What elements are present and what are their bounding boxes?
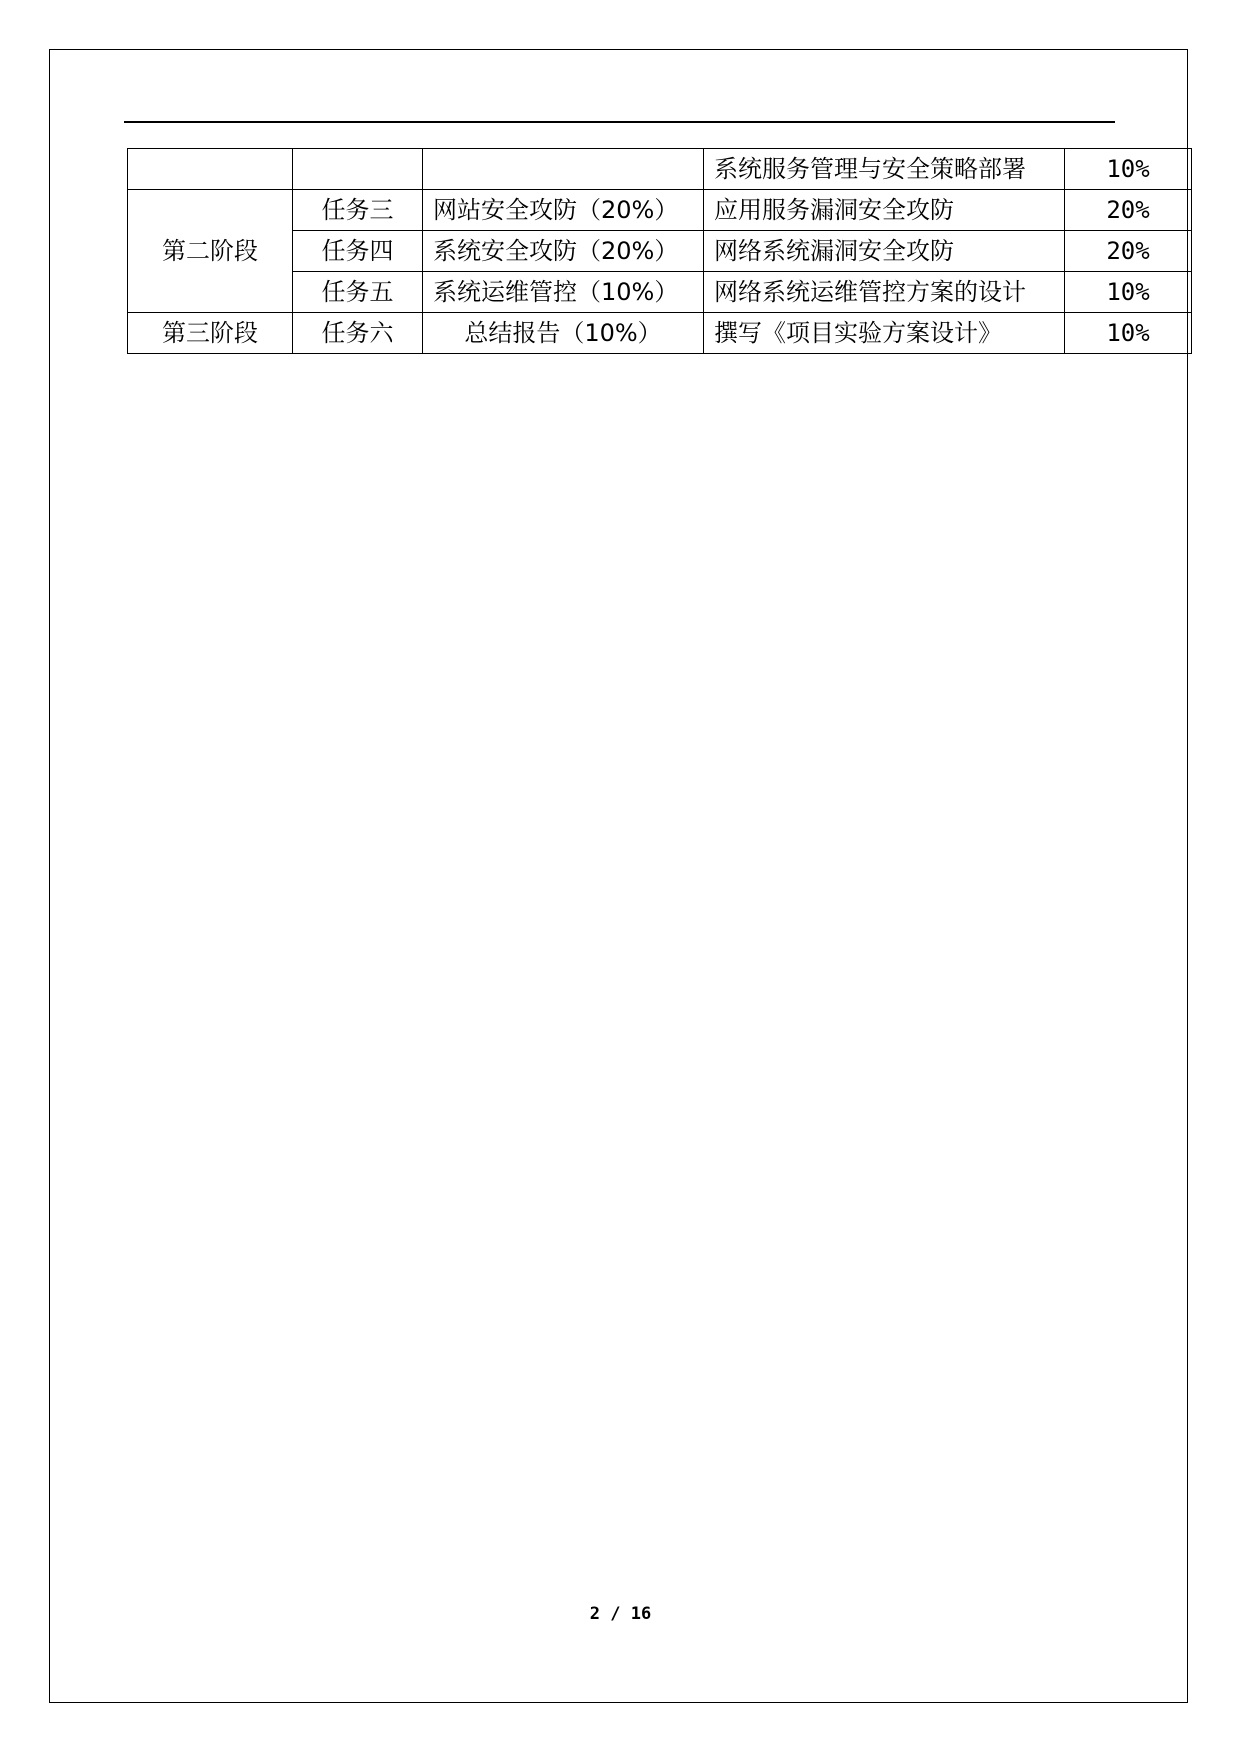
page-number: 2 / 16: [589, 1604, 652, 1624]
table-row: [128, 149, 1192, 190]
percent-cell: 20%: [1065, 231, 1192, 272]
table-row: [128, 313, 1192, 354]
header-rule: [124, 121, 1115, 123]
content-cell: 网络系统运维管控方案的设计: [704, 272, 1065, 313]
task-cell: 任务四: [293, 231, 423, 272]
task-cell: 任务三: [293, 190, 423, 231]
table-row: [128, 190, 1192, 231]
content-cell: 撰写《项目实验方案设计》: [704, 313, 1065, 354]
module-cell: 系统运维管控（10%）: [423, 272, 704, 313]
module-cell: [423, 149, 704, 190]
task-table: [127, 148, 1192, 354]
percent-cell: 10%: [1065, 272, 1192, 313]
stage-cell: 第三阶段: [128, 313, 293, 354]
content-cell: 系统服务管理与安全策略部署: [704, 149, 1065, 190]
stage-cell: [128, 149, 293, 190]
task-cell: 任务五: [293, 272, 423, 313]
percent-cell: 20%: [1065, 190, 1192, 231]
content-cell: 网络系统漏洞安全攻防: [704, 231, 1065, 272]
percent-cell: 10%: [1065, 149, 1192, 190]
task-cell: [293, 149, 423, 190]
module-cell: 网站安全攻防（20%）: [423, 190, 704, 231]
module-cell: 系统安全攻防（20%）: [423, 231, 704, 272]
task-cell: 任务六: [293, 313, 423, 354]
percent-cell: 10%: [1065, 313, 1192, 354]
content-cell: 应用服务漏洞安全攻防: [704, 190, 1065, 231]
stage-cell: 第二阶段: [128, 190, 293, 313]
module-cell: 总结报告（10%）: [423, 313, 704, 354]
